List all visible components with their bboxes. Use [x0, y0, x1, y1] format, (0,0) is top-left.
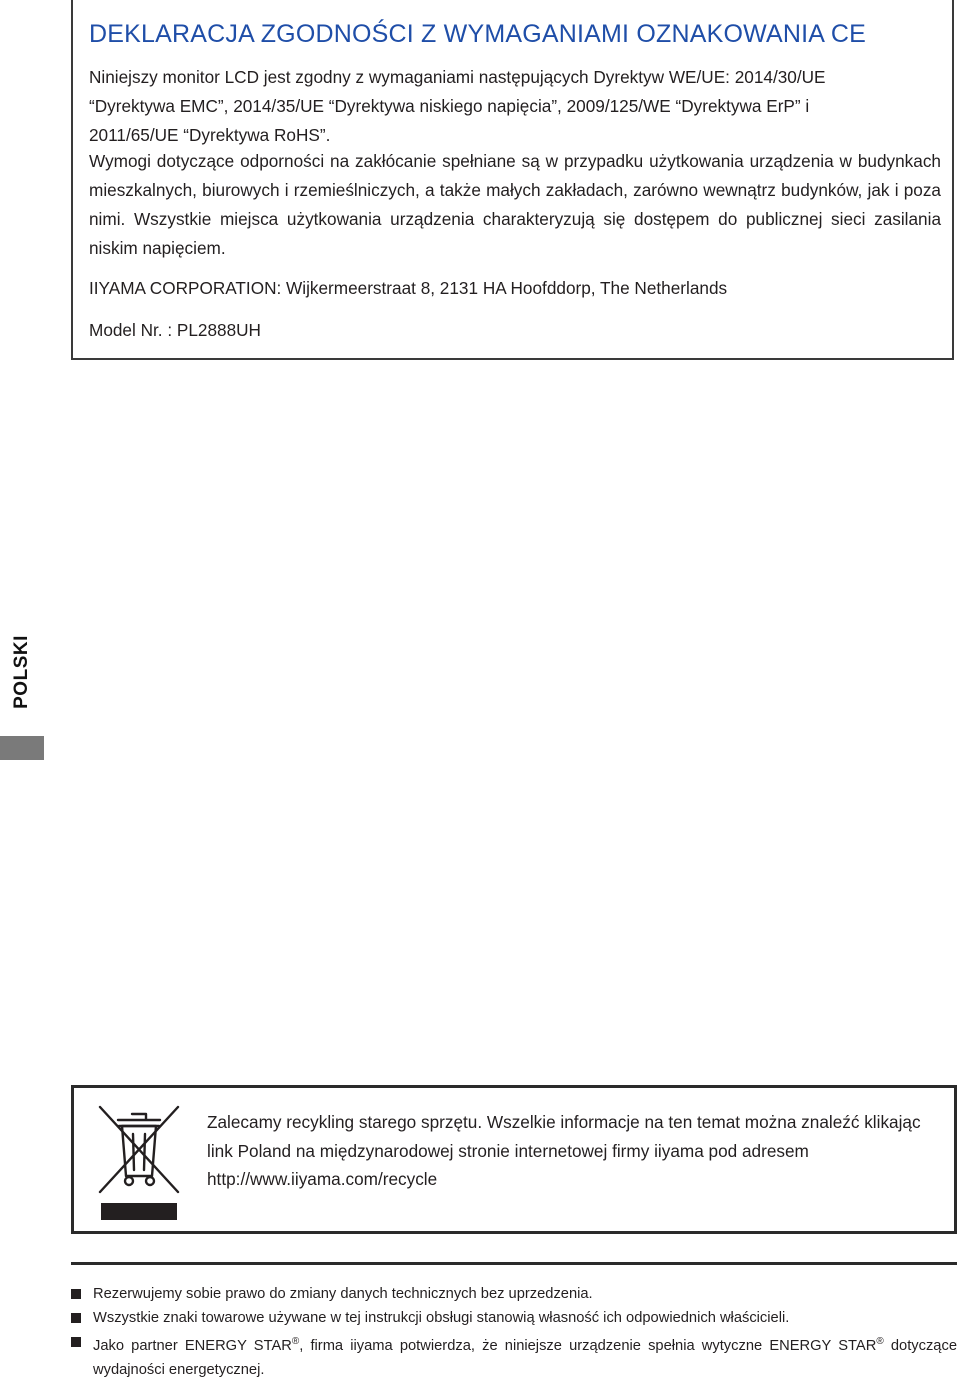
bullet-square-icon [71, 1337, 81, 1347]
immunity-paragraph: Wymogi dotyczące odporności na zakłócanie spełniane są w przypadku użytkowania urządzenia w budynkach mieszkalnych, biurowych i rzemieślniczych, a także małych zakładach, zarówno wewnątrz budynków, jak i poza nimi. Wszystkie miejsca użytkowania urządzenia charakteryzują się dostępem do publicznej sieci zasilania niskim napięciem. [89, 151, 941, 258]
company-address: IIYAMA CORPORATION: Wijkermeerstraat 8, 2131 HA Hoofddorp, The Netherlands [89, 278, 728, 298]
note-text: Wszystkie znaki towarowe używane w tej instrukcji obsługi stanowią własność ich odpowiednich właścicieli. [93, 1310, 790, 1326]
recycling-text: Zalecamy recykling starego sprzętu. Wszelkie informacje na ten temat można znaleźć klikając link Poland na międzynarodowej stronie internetowej firmy iiyama pod adresem http://www.iiyama.com/recycle [207, 1112, 921, 1189]
weee-crossed-bin-icon [97, 1102, 181, 1226]
notes-list [71, 1282, 957, 1382]
list-item [71, 1306, 957, 1330]
bullet-square-icon [71, 1289, 81, 1299]
directives-line-3: 2011/65/UE “Dyrektywa RoHS”. [89, 125, 331, 145]
note-text: Rezerwujemy sobie prawo do zmiany danych technicznych bez uprzedzenia. [93, 1286, 593, 1302]
registered-mark: ® [291, 1336, 300, 1347]
directives-line-1: Niniejszy monitor LCD jest zgodny z wymaganiami następujących Dyrektyw WE/UE: 2014/30/UE [89, 67, 826, 87]
note-text-part3: dotyczące wydajności energetycznej. [93, 1337, 957, 1378]
list-item [71, 1330, 957, 1382]
recycling-box [71, 1085, 957, 1234]
language-side-tab [0, 628, 44, 760]
model-number: Model Nr. : PL2888UH [89, 320, 261, 340]
directives-paragraph [89, 63, 941, 150]
language-tab-bar [0, 736, 44, 760]
ce-declaration-box [71, 0, 954, 360]
declaration-title: DEKLARACJA ZGODNOŚCI Z WYMAGANIAMI OZNAKOWANIA CE [89, 20, 867, 48]
directives-line-2: “Dyrektywa EMC”, 2014/35/UE “Dyrektywa niskiego napięcia”, 2009/125/WE “Dyrektywa ErP” i [89, 96, 810, 116]
language-label: POLSKI [11, 635, 32, 709]
note-text-part1: Jako partner ENERGY STAR [93, 1337, 292, 1354]
registered-mark: ® [876, 1336, 884, 1347]
note-text-part2: , firma iiyama potwierdza, że niniejsze urządzenie spełnia wytyczne ENERGY STAR [299, 1337, 877, 1354]
section-divider [71, 1262, 957, 1265]
list-item [71, 1282, 957, 1306]
bullet-square-icon [71, 1313, 81, 1323]
